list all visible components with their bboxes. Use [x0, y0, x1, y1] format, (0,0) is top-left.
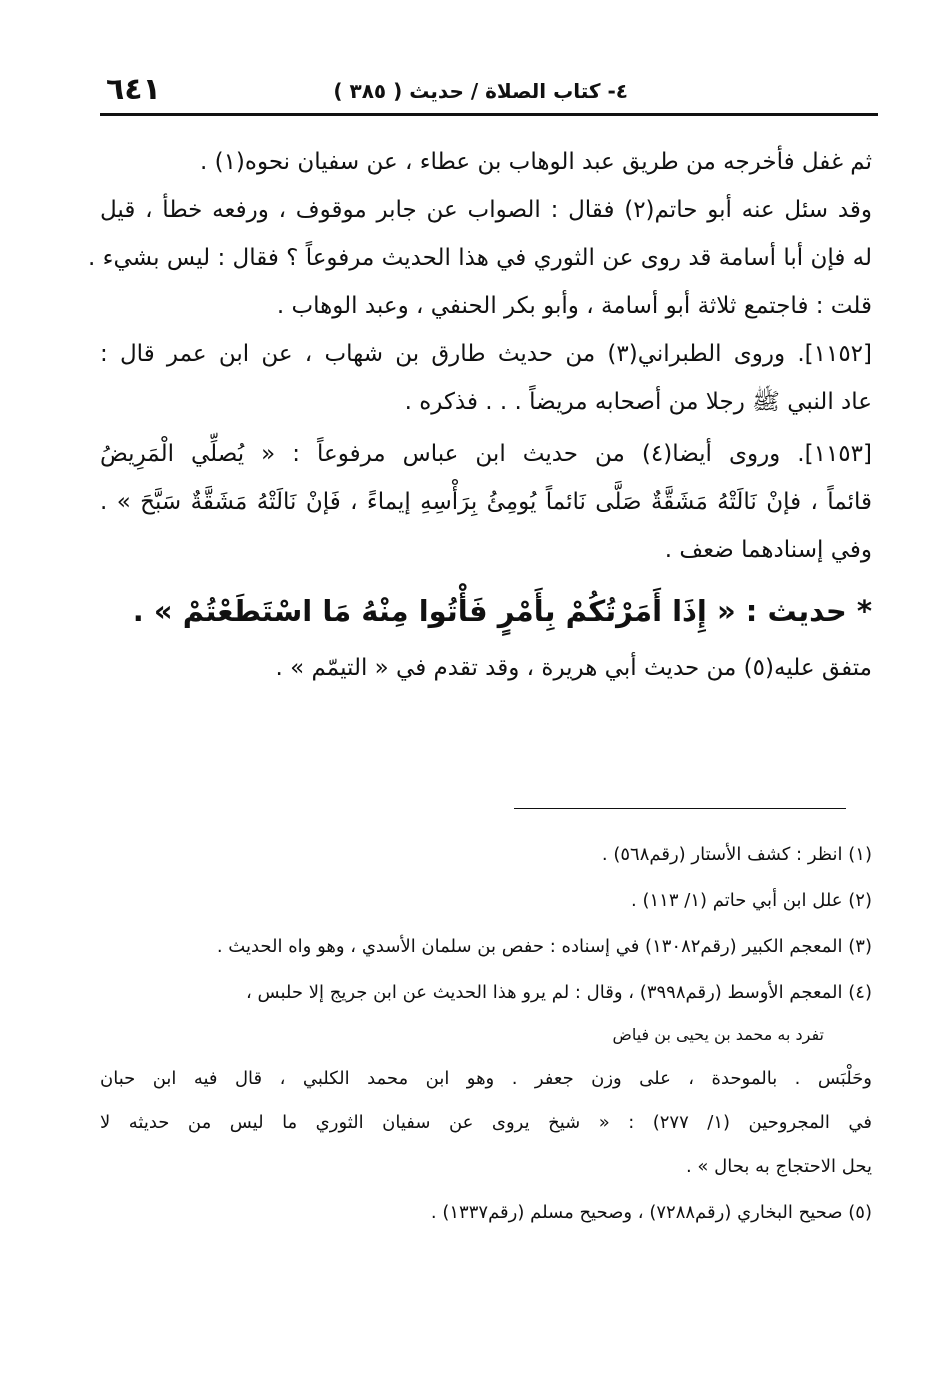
footnote-line: (١) انظر : كشف الأستار (رقم٥٦٨) . — [601, 844, 872, 865]
footnote-line: (٤) المعجم الأوسط (رقم٣٩٩٨) ، وقال : لم يرو هذا الحديث عن ابن جريج إلا حلبس ، — [246, 982, 872, 1003]
body-line: قائماً ، فإنْ نَالَتْهُ مَشَقَّةٌ صَلَّى نَائماً يُومِئُ بِرَأْسِهِ إيماءً ، فَإنْ نَالَتْهُ مَشَقَّةٌ سَبَّحَ » . — [100, 489, 872, 515]
hadith-heading: * حديث : « إِذَا أَمَرْتُكُمْ بِأَمْرٍ فَأْتُوا مِنْهُ مَا اسْتَطَعْتُمْ » . — [132, 594, 872, 628]
body-line: [١١٥٣]. وروى أيضا(٤) من حديث ابن عباس مرفوعاً : « يُصلِّي الْمَرِيضُ — [100, 441, 872, 467]
body-line: [١١٥٢]. وروى الطبراني(٣) من حديث طارق بن شهاب ، عن ابن عمر قال : — [100, 341, 873, 367]
header-rule — [100, 113, 878, 116]
body-line: وفي إسنادهما ضعف . — [664, 537, 872, 563]
body-line: عاد النبي ﷺ رجلا من أصحابه مريضاً . . . فذكره . — [404, 389, 872, 415]
footnote-separator — [514, 808, 846, 809]
footnote-line: (٥) صحيح البخاري (رقم٧٢٨٨) ، وصحيح مسلم (رقم١٣٣٧) . — [430, 1202, 872, 1223]
footnote-line: في المجروحين (١/ ٢٧٧) : « شيخ يروى عن سفيان الثوري ما ليس من حديثه لا — [100, 1112, 872, 1133]
body-line: متفق عليه(٥) من حديث أبي هريرة ، وقد تقدم في « التيمّم » . — [275, 655, 872, 681]
footnote-line: وحَلْبَس . بالموحدة ، على وزن جعفر . وهو ابن محمد الكلبي ، قال فيه ابن حبان — [100, 1068, 872, 1089]
body-line: له فإن أبا أسامة قد روى عن الثوري في هذا الحديث مرفوعاً ؟ فقال : ليس بشيء . — [88, 245, 872, 271]
body-line: وقد سئل عنه أبو حاتم(٢) فقال : الصواب عن جابر موقوف ، ورفعه خطأ ، قيل — [100, 197, 872, 223]
body-line: ثم غفل فأخرجه من طريق عبد الوهاب بن عطاء ، عن سفيان نحوه(١) . — [199, 149, 872, 175]
page-header — [100, 72, 878, 112]
footnote-line: تفرد به محمد بن يحيى بن فياض — [612, 1025, 824, 1044]
page-number: ٦٤١ — [106, 72, 161, 107]
body-line: قلت : فاجتمع ثلاثة أبو أسامة ، وأبو بكر الحنفي ، وعبد الوهاب . — [276, 293, 872, 319]
footnote-line: (٢) علل ابن أبي حاتم (١/ ١١٣) . — [631, 890, 872, 911]
footnote-line: (٣) المعجم الكبير (رقم١٣٠٨٢) في إسناده : حفص بن سلمان الأسدي ، وهو واه الحديث . — [216, 936, 872, 957]
footnote-line: يحل الاحتجاج به بحال » . — [685, 1156, 872, 1177]
running-head: ٤- كتاب الصلاة / حديث ( ٣٨٥ ) — [333, 79, 628, 103]
